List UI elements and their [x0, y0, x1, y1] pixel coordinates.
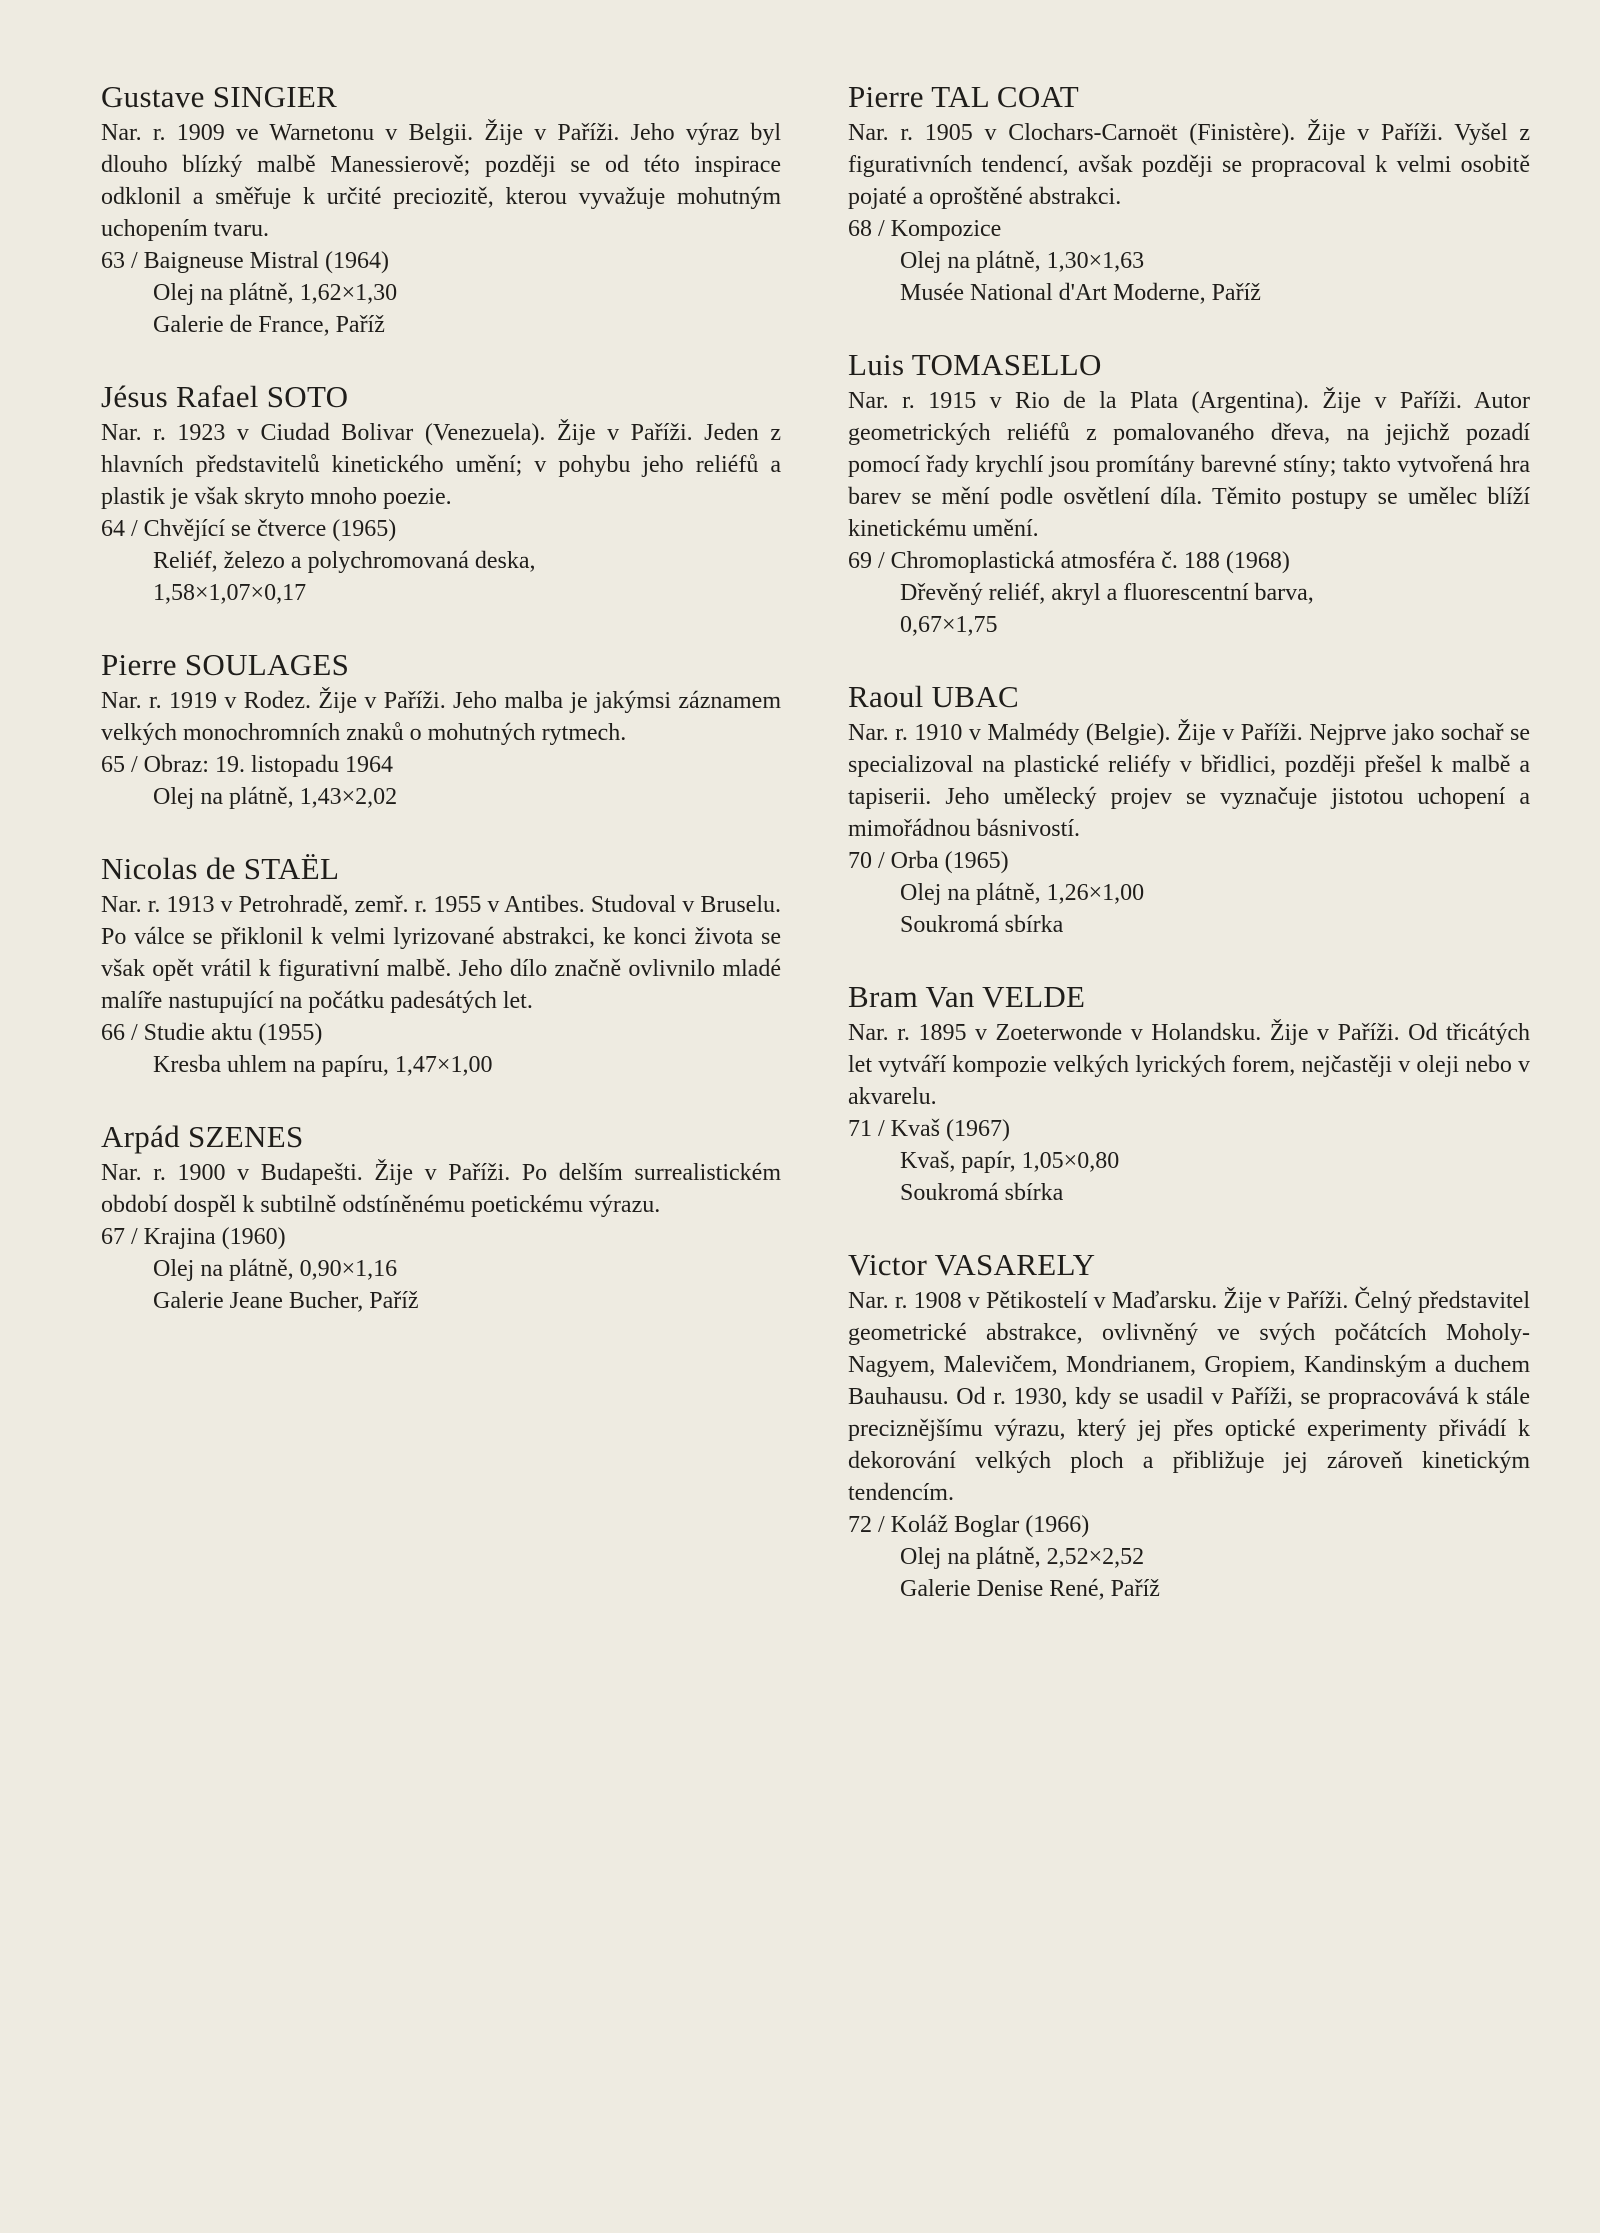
artwork-detail: Galerie de France, Paříž — [153, 312, 385, 338]
artwork-title: 66 / Studie aktu (1955) — [101, 1020, 323, 1046]
artwork-detail: Musée National d'Art Moderne, Paříž — [900, 280, 1261, 306]
right-column — [848, 78, 1530, 1642]
artist-entry — [101, 646, 781, 813]
artwork-title: 67 / Krajina (1960) — [101, 1224, 286, 1250]
artwork-detail: Soukromá sbírka — [900, 912, 1064, 938]
artist-bio: Nar. r. 1919 v Rodez. Žije v Paříži. Jeho malba je jakýmsi záznamem velkých monochromních znaků o mohutných rytmech. — [101, 688, 781, 746]
artwork-title: 68 / Kompozice — [848, 216, 1002, 242]
artist-name: Nicolas de STAËL — [101, 851, 340, 886]
artist-name: Victor VASARELY — [848, 1247, 1096, 1282]
artist-entry — [101, 1118, 781, 1317]
artwork-detail: Dřevěný reliéf, akryl a fluorescentní barva, — [900, 580, 1314, 606]
artist-bio: Nar. r. 1905 v Clochars-Carnoët (Finistère). Žije v Paříži. Vyšel z figurativních tendencí, avšak později se propracoval k velmi osobitě pojaté a oproštěné abstrakci. — [848, 120, 1530, 210]
artist-name: Raoul UBAC — [848, 679, 1019, 714]
artist-name: Jésus Rafael SOTO — [101, 379, 349, 414]
artist-entry — [101, 78, 781, 341]
artwork-detail: Olej na plátně, 2,52×2,52 — [900, 1544, 1145, 1570]
artwork-detail: Olej na plátně, 0,90×1,16 — [153, 1256, 398, 1282]
artist-entry — [848, 78, 1530, 309]
artwork-detail: 0,67×1,75 — [900, 612, 998, 638]
artwork-title: 72 / Koláž Boglar (1966) — [848, 1512, 1090, 1538]
artist-bio: Nar. r. 1895 v Zoeterwonde v Holandsku. Žije v Paříži. Od třicátých let vytváří kompozie velkých lyrických forem, nejčastěji v oleji nebo v akvarelu. — [848, 1020, 1530, 1110]
artist-name: Pierre TAL COAT — [848, 79, 1080, 114]
artwork-title: 64 / Chvějící se čtverce (1965) — [101, 516, 397, 542]
artist-entry — [848, 978, 1530, 1209]
artist-bio: Nar. r. 1915 v Rio de la Plata (Argentina). Žije v Paříži. Autor geometrických reliéfů z pomalovaného dřeva, na jejichž pozadí pomocí řady krychlí jsou promítány barevné stíny; takto vytvořená hra barev se mění podle osvětlení díla. Těmito postupy se umělec blíží kinetickému umění. — [848, 388, 1530, 542]
artist-name: Luis TOMASELLO — [848, 347, 1102, 382]
artist-name: Pierre SOULAGES — [101, 647, 350, 682]
artist-bio: Nar. r. 1913 v Petrohradě, zemř. r. 1955 v Antibes. Studoval v Bruselu. Po válce se přiklonil k velmi lyrizované abstrakci, ke konci života se však opět vrátil k figurativní malbě. Jeho dílo značně ovlivnilo mladé malíře nastupující na počátku padesátých let. — [101, 892, 781, 1014]
artist-entry — [848, 346, 1530, 641]
artist-entry — [101, 850, 781, 1081]
artwork-title: 69 / Chromoplastická atmosféra č. 188 (1968) — [848, 548, 1290, 574]
artwork-detail: Kresba uhlem na papíru, 1,47×1,00 — [153, 1052, 493, 1078]
left-column — [101, 78, 781, 1354]
artwork-detail: Galerie Denise René, Paříž — [900, 1576, 1160, 1602]
artwork-detail: 1,58×1,07×0,17 — [153, 580, 307, 606]
artwork-detail: Soukromá sbírka — [900, 1180, 1064, 1206]
artwork-detail: Olej na plátně, 1,30×1,63 — [900, 248, 1145, 274]
artist-entry — [848, 1246, 1530, 1605]
artwork-title: 71 / Kvaš (1967) — [848, 1116, 1010, 1142]
artist-name: Gustave SINGIER — [101, 79, 338, 114]
artist-bio: Nar. r. 1910 v Malmédy (Belgie). Žije v Paříži. Nejprve jako sochař se specializoval na plastické reliéfy v břidlici, později přešel k malbě a tapiserii. Jeho umělecký projev se vyznačuje jistotou uchopení a mimořádnou básnivostí. — [848, 720, 1530, 842]
artwork-title: 70 / Orba (1965) — [848, 848, 1009, 874]
artwork-detail: Olej na plátně, 1,26×1,00 — [900, 880, 1145, 906]
artist-bio: Nar. r. 1908 v Pětikostelí v Maďarsku. Žije v Paříži. Čelný představitel geometrické abstrakce, ovlivněný ve svých počátcích Moholy-Nagyem, Malevičem, Mondrianem, Gropiem, Kandinským a duchem Bauhausu. Od r. 1930, kdy se usadil v Paříži, se propracovává k stále preciznějšímu výrazu, který jej přes optické experimenty přivádí k dekorování velkých ploch a přibližuje jej zároveň kinetickým tendencím. — [848, 1288, 1530, 1506]
artist-name: Arpád SZENES — [101, 1119, 304, 1154]
artist-entry — [101, 378, 781, 609]
artist-entry — [848, 678, 1530, 941]
artwork-detail: Reliéf, železo a polychromovaná deska, — [153, 548, 536, 574]
artwork-detail: Olej na plátně, 1,62×1,30 — [153, 280, 398, 306]
artist-bio: Nar. r. 1923 v Ciudad Bolivar (Venezuela). Žije v Paříži. Jeden z hlavních představitelů kinetického umění; v pohybu jeho reliéfů a plastik je však skryto mnoho poezie. — [101, 420, 781, 510]
artwork-title: 65 / Obraz: 19. listopadu 1964 — [101, 752, 393, 778]
artwork-detail: Kvaš, papír, 1,05×0,80 — [900, 1148, 1120, 1174]
artist-bio: Nar. r. 1900 v Budapešti. Žije v Paříži. Po delším surrealistickém období dospěl k subtilně odstíněnému poetickému výrazu. — [101, 1160, 781, 1218]
artwork-detail: Galerie Jeane Bucher, Paříž — [153, 1288, 419, 1314]
artist-name: Bram Van VELDE — [848, 979, 1086, 1014]
artwork-detail: Olej na plátně, 1,43×2,02 — [153, 784, 398, 810]
artist-bio: Nar. r. 1909 ve Warnetonu v Belgii. Žije v Paříži. Jeho výraz byl dlouho blízký malbě Manessierově; později se od této inspirace odklonil a směřuje k určité preciozitě, kterou vyvažuje mohutným uchopením tvaru. — [101, 120, 781, 242]
artwork-title: 63 / Baigneuse Mistral (1964) — [101, 248, 389, 274]
